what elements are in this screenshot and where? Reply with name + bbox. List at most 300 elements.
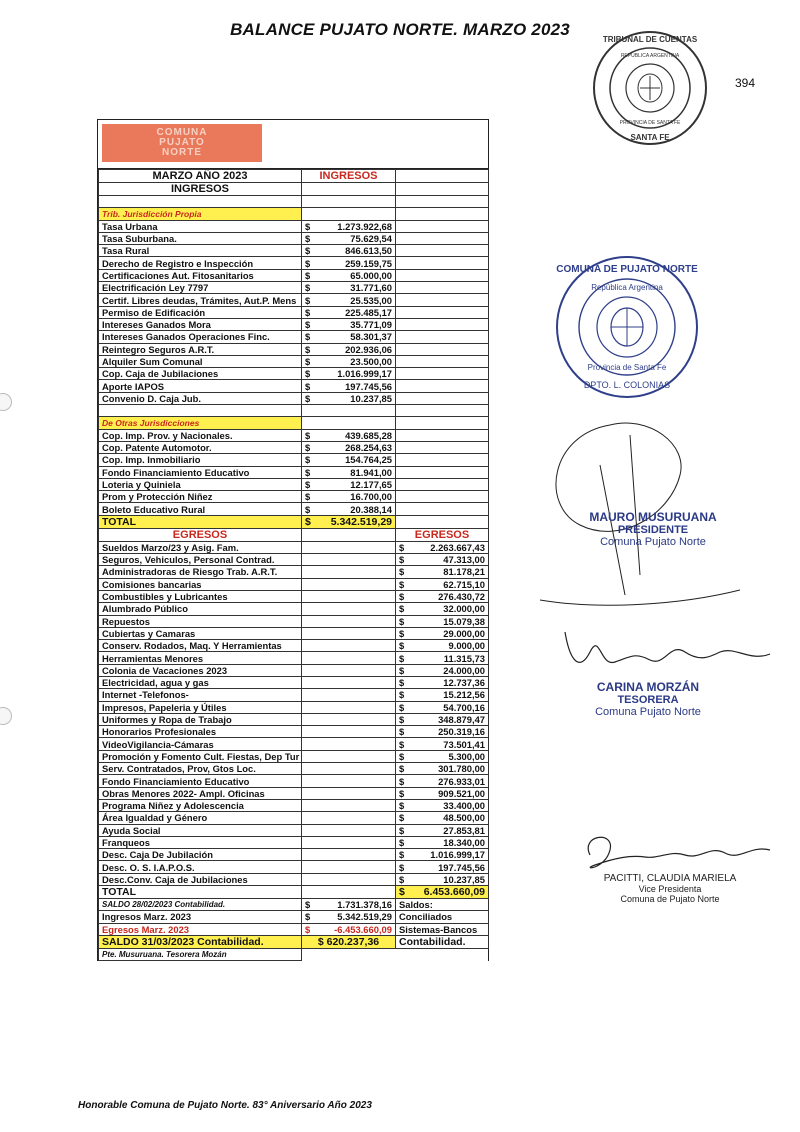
ingreso-row [99,368,489,380]
currency-symbol: $ [399,836,405,848]
egreso-row [99,849,489,861]
egreso-label: Herramientas Menores [99,652,302,664]
currency-symbol: $ [399,873,405,885]
svg-text:TRIBUNAL DE CUENTAS: TRIBUNAL DE CUENTAS [602,35,698,44]
currency-symbol: $ [305,429,311,441]
amount-value: 81.178,21 [443,566,485,578]
egreso-amount [396,824,489,836]
egreso-label: Impresos, Papeleria y Útiles [99,701,302,713]
egreso-row [99,750,489,762]
amount-value: 75.629,54 [350,233,392,245]
egreso-row [99,799,489,811]
egreso-row [99,873,489,885]
section-title: Trib. Jurisdicción Propia [99,208,302,220]
ingreso-label: Certificaciones Aut. Fitosanitarios [99,269,302,281]
amount-value: 225.485,17 [345,306,392,318]
svg-text:PROVINCIA DE SANTA FE: PROVINCIA DE SANTA FE [619,120,681,126]
currency-symbol: $ [399,886,405,899]
egreso-label: Promoción y Fomento Cult. Fiestas, Dep Tur [99,750,302,762]
egreso-amount [396,726,489,738]
table-cell [302,824,396,836]
table-cell [396,503,489,515]
table-cell [396,368,489,380]
ingreso-row [99,380,489,392]
ingreso-amount [302,269,396,281]
amount-value: 10.237,85 [443,873,485,885]
egreso-row [99,861,489,873]
page-number: 394 [735,76,756,90]
ingreso-label: Prom y Protección Niñez [99,491,302,503]
logo-line: NORTE [162,147,202,158]
egreso-label: Programa Niñez y Adolescencia [99,799,302,811]
table-cell [396,478,489,490]
egreso-row [99,689,489,701]
amount-value: 5.342.519,29 [330,515,392,528]
table-cell [99,196,302,208]
amount-value: 2.263.667,43 [430,541,485,553]
currency-symbol: $ [305,491,311,503]
signature-vicepresidenta [585,873,755,904]
ingreso-amount [302,380,396,392]
amount-value: 54.700,16 [443,701,485,713]
amount-value: 47.313,00 [443,554,485,566]
amount-value: 15.212,56 [443,689,485,701]
logo-line: PUJATO [159,137,205,148]
amount-value: 5.342.519,29 [337,911,392,923]
ingreso-row [99,478,489,490]
egreso-label: Seguros, Vehiculos, Personal Contrad. [99,554,302,566]
comuna-logo [102,124,262,162]
egreso-label: Uniformes y Ropa de Trabajo [99,713,302,725]
table-cell [302,183,396,196]
egreso-label: Honorarios Profesionales [99,726,302,738]
amount-value: 259.159,75 [345,257,392,269]
currency-symbol: $ [305,442,311,454]
egreso-label: Sueldos Marzo/23 y Asig. Fam. [99,541,302,553]
egreso-row [99,713,489,725]
signer-role: TESORERA [617,694,679,706]
total-label: TOTAL [99,886,302,899]
currency-symbol: $ [305,515,311,528]
summary-note: Conciliados [396,911,489,923]
signature-stroke-tesorera [560,622,780,682]
signer-role: PRESIDENTE [617,524,689,536]
signer-org: Comuna Pujato Norte [600,536,706,548]
egreso-row [99,652,489,664]
ingreso-amount [302,220,396,232]
egreso-row [99,763,489,775]
amount-value: 1.016.999,17 [430,849,485,861]
signature-presidente [548,510,758,548]
table-cell [302,405,396,417]
svg-text:República Argentina: República Argentina [591,283,663,292]
currency-symbol: $ [305,368,311,380]
table-cell [396,208,489,220]
egresos-month-amount [302,923,396,935]
ingreso-row [99,355,489,367]
signer-name: MAURO MUSURUANA [589,510,717,524]
table-cell [396,196,489,208]
footnote-row [99,948,489,960]
currency-symbol: $ [399,824,405,836]
ingreso-amount [302,441,396,453]
ingreso-label: Cop. Patente Automotor. [99,441,302,453]
ingreso-label: Convenio D. Caja Jub. [99,392,302,404]
ingreso-amount [302,306,396,318]
egreso-row [99,787,489,799]
table-cell [302,763,396,775]
egreso-amount [396,738,489,750]
ingreso-label: Tasa Suburbana. [99,232,302,244]
ingreso-label: Loteria y Quiniela [99,478,302,490]
table-cell [396,331,489,343]
section-row [99,208,489,220]
ingreso-amount [302,245,396,257]
table-cell [396,441,489,453]
ingreso-row [99,454,489,466]
table-cell [396,318,489,330]
ingreso-amount [302,491,396,503]
egresos-total [396,886,489,899]
egreso-row [99,603,489,615]
amount-value: 5.300,00 [448,750,485,762]
signer-name: CARINA MORZÁN [596,680,700,694]
ingreso-amount [302,368,396,380]
svg-text:SANTA FE: SANTA FE [630,133,670,142]
egreso-amount [396,763,489,775]
egreso-amount [396,590,489,602]
currency-symbol: $ [305,294,311,306]
egreso-label: Franqueos [99,836,302,848]
currency-symbol: $ [399,652,405,664]
amount-value: 31.771,60 [350,282,392,294]
egreso-label: Desc. O. S. I.A.P.O.S. [99,861,302,873]
table-cell [302,603,396,615]
currency-symbol: $ [305,454,311,466]
egreso-label: Serv. Contratados, Prov, Gtos Loc. [99,763,302,775]
ingreso-row [99,503,489,515]
signer-org: Comuna de Pujato Norte [620,894,720,904]
currency-symbol: $ [399,701,405,713]
egreso-amount [396,689,489,701]
amount-value: 20.388,14 [350,503,392,515]
egreso-label: Conserv. Rodados, Maq. Y Herramientas [99,640,302,652]
amount-value: 909.521,00 [438,787,485,799]
ingreso-amount [302,343,396,355]
egreso-row [99,812,489,824]
amount-value: 276.430,72 [438,591,485,603]
table-cell [302,554,396,566]
table-cell [396,429,489,441]
punch-hole [0,707,12,725]
amount-value: 10.237,85 [350,392,392,404]
currency-symbol: $ [399,800,405,812]
egreso-amount [396,861,489,873]
egreso-amount [396,664,489,676]
amount-value: 18.340,00 [443,836,485,848]
egreso-amount [396,812,489,824]
header-row [99,170,489,183]
month-header: MARZO AÑO 2023 [99,170,302,183]
amount-value: 48.500,00 [443,812,485,824]
logo-row [98,120,488,169]
amount-value: 35.771,09 [350,319,392,331]
svg-text:REPÚBLICA ARGENTINA: REPÚBLICA ARGENTINA [620,53,680,59]
summary-row [99,923,489,935]
amount-value: 197.745,56 [345,380,392,392]
egreso-label: Internet -Telefonos- [99,689,302,701]
amount-value: 11.315,73 [443,652,485,664]
summary-note: Saldos: [396,899,489,911]
egreso-row [99,566,489,578]
ingreso-label: Aporte IAPOS [99,380,302,392]
table-cell [302,196,396,208]
ingreso-row [99,491,489,503]
egreso-amount [396,775,489,787]
ingreso-label: Tasa Rural [99,245,302,257]
egreso-row [99,775,489,787]
table-cell [302,578,396,590]
amount-value: 62.715,10 [443,578,485,590]
table-cell [396,392,489,404]
summary-row [99,911,489,923]
svg-text:DPTO. L. COLONIAS: DPTO. L. COLONIAS [583,380,671,390]
currency-symbol: $ [305,269,311,281]
ingreso-amount [302,257,396,269]
egreso-amount [396,849,489,861]
table-cell [396,306,489,318]
table-cell [302,417,396,429]
currency-symbol: $ [399,627,405,639]
ingreso-amount [302,392,396,404]
amount-value: 23.500,00 [350,356,392,367]
ingreso-row [99,257,489,269]
amount-value: 301.780,00 [438,763,485,775]
amount-value: 29.000,00 [443,627,485,639]
svg-text:Provincia de Santa Fe: Provincia de Santa Fe [587,363,667,372]
amount-value: 15.079,38 [443,615,485,627]
section-row [99,417,489,429]
ingreso-label: Tasa Urbana [99,220,302,232]
table-cell [302,652,396,664]
currency-symbol: $ [399,541,405,553]
currency-symbol: $ [399,763,405,775]
header-row [99,183,489,196]
ingreso-amount [302,294,396,306]
currency-symbol: $ [305,306,311,318]
ingreso-amount [302,503,396,515]
ingreso-row [99,429,489,441]
ingreso-label: Alquiler Sum Comunal [99,355,302,367]
amount-value: 27.853,81 [443,824,485,836]
section-title: De Otras Jurisdicciones [99,417,302,429]
egreso-amount [396,701,489,713]
total-label: TOTAL [99,515,302,528]
table-cell [302,676,396,688]
currency-symbol: $ [305,233,311,245]
table-cell [396,183,489,196]
signer-role: Vice Presidenta [638,884,702,894]
amount-value: 32.000,00 [443,603,485,615]
amount-value: 25.535,00 [350,294,392,306]
ingreso-label: Permiso de Edificación [99,306,302,318]
amount-value: 6.453.660,09 [423,886,485,899]
table-cell [396,417,489,429]
currency-symbol: $ [305,392,311,404]
amount-value: 348.879,47 [438,714,485,726]
currency-symbol: $ [305,899,311,911]
ingreso-label: Cop. Caja de Jubilaciones [99,368,302,380]
egreso-row [99,738,489,750]
amount-value: 268.254,63 [345,442,392,454]
egreso-row [99,590,489,602]
table-cell [302,208,396,220]
ingreso-row [99,245,489,257]
egresos-month-label: Egresos Marz. 2023 [99,923,302,935]
currency-symbol: $ [305,380,311,392]
amount-value: 197.745,56 [438,861,485,873]
punch-hole [0,393,12,411]
ingreso-row [99,392,489,404]
saldo-prev-label: SALDO 28/02/2023 Contabilidad. [99,899,302,911]
currency-symbol: $ [399,812,405,824]
spacer-row [99,196,489,208]
ingreso-label: Electrificación Ley 7797 [99,282,302,294]
currency-symbol: $ [305,923,311,935]
ingresos-month-label: Ingresos Marz. 2023 [99,911,302,923]
egreso-amount [396,652,489,664]
currency-symbol: $ [305,356,311,367]
table-cell [396,491,489,503]
table-cell [302,713,396,725]
egreso-label: Electricidad, agua y gas [99,676,302,688]
table-cell [302,738,396,750]
egreso-row [99,578,489,590]
egreso-amount [396,713,489,725]
amount-value: 9.000,00 [448,640,485,652]
table-cell [99,405,302,417]
currency-symbol: $ [399,578,405,590]
table-cell [396,257,489,269]
egreso-label: Obras Menores 2022- Ampl. Oficinas [99,787,302,799]
egresos-title: EGRESOS [99,528,302,541]
egreso-amount [396,566,489,578]
amount-value: 24.000,00 [443,664,485,676]
currency-symbol: $ [305,245,311,257]
egreso-row [99,676,489,688]
logo-line: COMUNA [156,127,208,138]
egreso-row [99,627,489,639]
currency-symbol: $ [305,343,311,355]
currency-symbol: $ [399,750,405,762]
table-cell [396,380,489,392]
ingreso-row [99,282,489,294]
amount-value: 33.400,00 [443,800,485,812]
footnote: Pte. Musuruana. Tesorera Mozán [99,948,302,960]
egresos-col-header: EGRESOS [396,528,489,541]
currency-symbol: $ [399,738,405,750]
egreso-row [99,726,489,738]
currency-symbol: $ [305,257,311,269]
spacer-row [99,405,489,417]
amount-value: 439.685,28 [345,429,392,441]
amount-value: 73.501,41 [443,738,485,750]
table-cell [302,873,396,885]
table-cell [302,590,396,602]
currency-symbol: $ [305,478,311,490]
table-cell [302,701,396,713]
amount-value: -6.453.660,09 [334,923,392,935]
currency-symbol: $ [399,603,405,615]
egreso-amount [396,554,489,566]
summary-note: Sistemas-Bancos [396,923,489,935]
egreso-amount [396,578,489,590]
amount-value: 1.016.999,17 [337,368,392,380]
ingreso-label: Fondo Financiamiento Educativo [99,466,302,478]
egreso-row [99,836,489,848]
ingreso-label: Cop. Imp. Inmobiliario [99,454,302,466]
table-cell [396,282,489,294]
page-footer: Honorable Comuna de Pujato Norte. 83° Aniversario Año 2023 [78,1100,372,1111]
currency-symbol: $ [399,861,405,873]
table-cell [302,627,396,639]
header-row [99,528,489,541]
table-cell [302,799,396,811]
currency-symbol: $ [399,775,405,787]
egreso-amount [396,627,489,639]
total-row [99,886,489,899]
signature-stroke-vicepresidenta [575,825,775,880]
egreso-label: Comisiones bancarias [99,578,302,590]
ingreso-label: Intereses Ganados Mora [99,318,302,330]
egreso-row [99,824,489,836]
ingreso-amount [302,355,396,367]
ingreso-amount [302,282,396,294]
currency-symbol: $ [399,566,405,578]
ingreso-row [99,318,489,330]
currency-symbol: $ [305,466,311,478]
currency-symbol: $ [399,640,405,652]
balance-sheet [97,119,489,961]
egreso-label: Cubiertas y Camaras [99,627,302,639]
summary-row [99,935,489,948]
amount-value: 154.764,25 [345,454,392,466]
currency-symbol: $ [305,319,311,331]
currency-symbol: $ [305,220,311,232]
amount-value: 16.700,00 [350,491,392,503]
table-cell [302,861,396,873]
egreso-row [99,541,489,553]
table-cell [302,849,396,861]
amount-value: 81.941,00 [350,466,392,478]
tribunal-seal [590,28,710,148]
balance-table [98,169,489,961]
amount-value: 65.000,00 [350,269,392,281]
table-cell [302,566,396,578]
currency-symbol: $ [305,503,311,515]
svg-text:COMUNA DE PUJATO NORTE: COMUNA DE PUJATO NORTE [556,264,698,275]
currency-symbol: $ [399,849,405,861]
table-cell [396,466,489,478]
summary-row [99,899,489,911]
summary-note: Contabilidad. [396,935,489,948]
table-cell [302,750,396,762]
saldo-final-amount: $ 620.237,36 [302,935,396,948]
egreso-amount [396,615,489,627]
table-cell [302,689,396,701]
comuna-seal [552,252,702,402]
ingreso-label: Derecho de Registro e Inspección [99,257,302,269]
